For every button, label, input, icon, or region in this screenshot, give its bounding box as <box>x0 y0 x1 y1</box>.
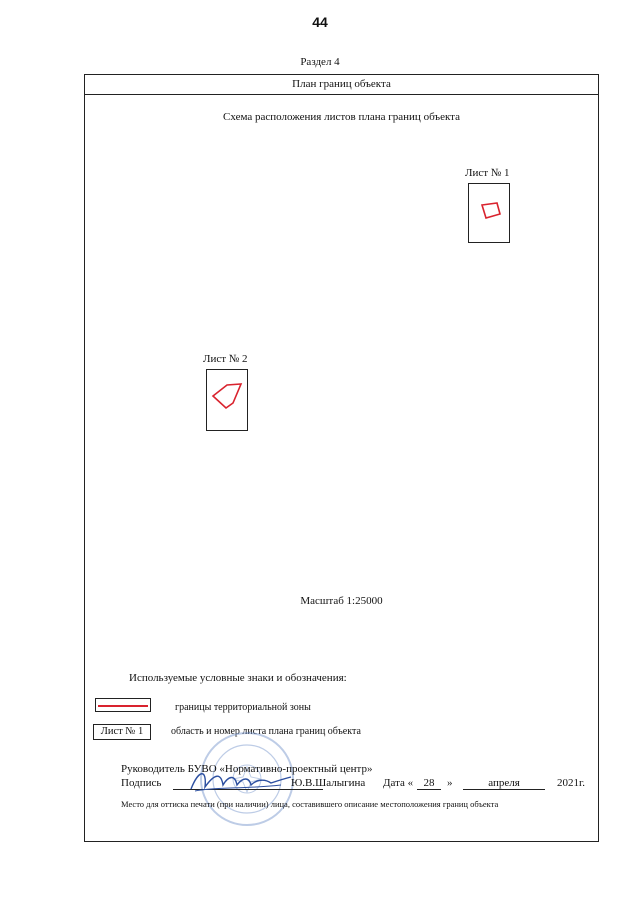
legend-sheet-text: область и номер листа плана границ объекта <box>171 726 361 737</box>
sheet-1-boundary <box>469 184 511 244</box>
date-month: апреля <box>463 777 545 790</box>
sheet-2-label: Лист № 2 <box>203 353 248 365</box>
legend-title: Используемые условные знаки и обозначения: <box>129 672 347 684</box>
boundary-line-icon <box>98 705 148 707</box>
frame-header-title: План границ объекта <box>85 75 598 95</box>
sign-label: Подпись <box>121 777 162 789</box>
signature-position: Руководитель БУВО «Нормативно-проектный центр» <box>121 763 373 775</box>
date-quote: » <box>447 777 453 789</box>
date-label: Дата « <box>383 777 414 789</box>
section-label: Раздел 4 <box>300 56 340 68</box>
date-day: 28 <box>417 777 441 790</box>
scale-label: Масштаб 1:25000 <box>300 595 383 607</box>
legend-boundary-symbol <box>95 698 151 712</box>
sheet-2-box <box>206 369 248 431</box>
signer-name: Ю.В.Шалыгина <box>291 777 366 789</box>
plan-frame <box>84 74 599 842</box>
legend-sheet-symbol: Лист № 1 <box>93 724 151 740</box>
sheet-1-label: Лист № 1 <box>465 167 510 179</box>
stamp-place-note: Место для оттиска печати (при наличии) лица, составившего описание местоположения границ объекта <box>121 799 499 809</box>
scheme-title: Схема расположения листов плана границ объекта <box>223 111 460 123</box>
sheet-1-box <box>468 183 510 243</box>
page-number: 44 <box>312 14 328 30</box>
date-year: 2021г. <box>557 777 586 789</box>
sheet-2-boundary <box>207 370 249 432</box>
legend-boundary-text: границы территориальной зоны <box>175 702 311 713</box>
handwritten-signature-icon <box>185 765 297 795</box>
